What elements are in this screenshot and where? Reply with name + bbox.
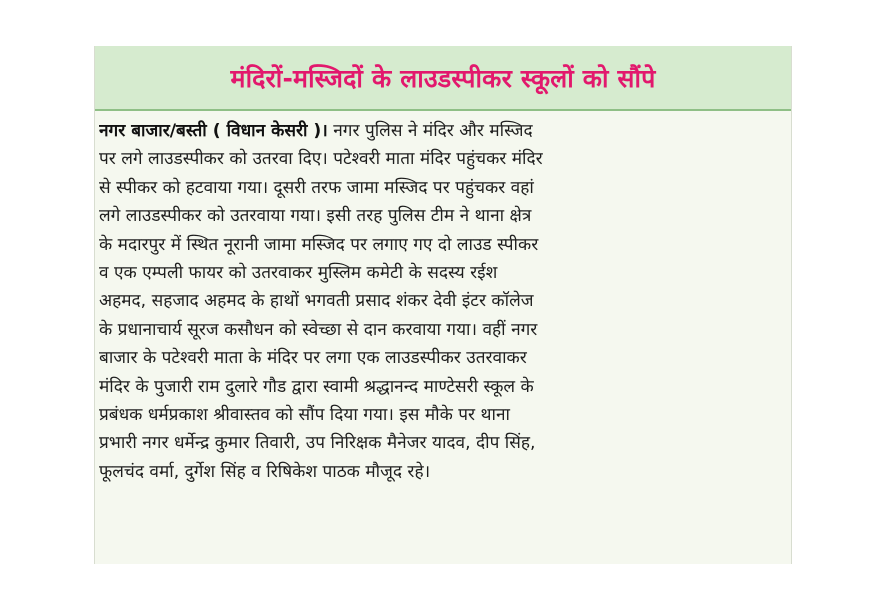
article-line: प्रबंधक धर्मप्रकाश श्रीवास्तव को सौंप दिया गया। इस मौके पर थाना [99,404,510,425]
headline-banner [95,46,791,111]
article-line: बाजार के पटेश्वरी माता के मंदिर पर लगा एक लाउडस्पीकर उतरवाकर [99,348,527,369]
article-line: लगे लाउडस्पीकर को उतरवाया गया। इसी तरह पुलिस टीम ने थाना क्षेत्र [99,206,532,227]
article-line: से स्पीकर को हटवाया गया। दूसरी तरफ जामा मस्जिद पर पहुंचकर वहां [99,177,534,198]
article-line: प्रभारी नगर धर्मेन्द्र कुमार तिवारी, उप निरिक्षक मैनेजर यादव, दीप सिंह, [99,433,536,454]
article-line-text: नगर पुलिस ने मंदिर और मस्जिद [327,121,533,141]
article-body [99,117,789,486]
article-line: मंदिर के पुजारी राम दुलारे गौड द्वारा स्वामी श्रद्धानन्द माण्टेसरी स्कूल के [99,376,534,397]
dateline: नगर बाजार/बस्ती ( विधान केसरी )। [99,121,328,141]
headline: मंदिरों-मस्जिदों के लाउडस्पीकर स्कूलों को सौंपे [230,63,656,93]
article-line: पर लगे लाउडस्पीकर को उतरवा दिए। पटेश्वरी माता मंदिर पहुंचकर मंदिर [99,149,543,170]
article-line: व एक एम्पली फायर को उतरवाकर मुस्लिम कमेटी के सदस्य रईश [99,262,498,283]
article-line: फूलचंद वर्मा, दुर्गेश सिंह व रिषिकेश पाठक मौजूद रहे। [99,461,431,482]
article-line [99,117,789,145]
article-line: अहमद, सहजाद अहमद के हाथों भगवती प्रसाद शंकर देवी इंटर कॉलेज [99,291,534,312]
article-line: के प्रधानाचार्य सूरज कसौधन को स्वेच्छा से दान करवाया गया। वहीं नगर [99,319,538,340]
news-clipping [94,46,792,564]
article-line: के मदारपुर में स्थित नूरानी जामा मस्जिद पर लगाए गए दो लाउड स्पीकर [99,234,539,255]
